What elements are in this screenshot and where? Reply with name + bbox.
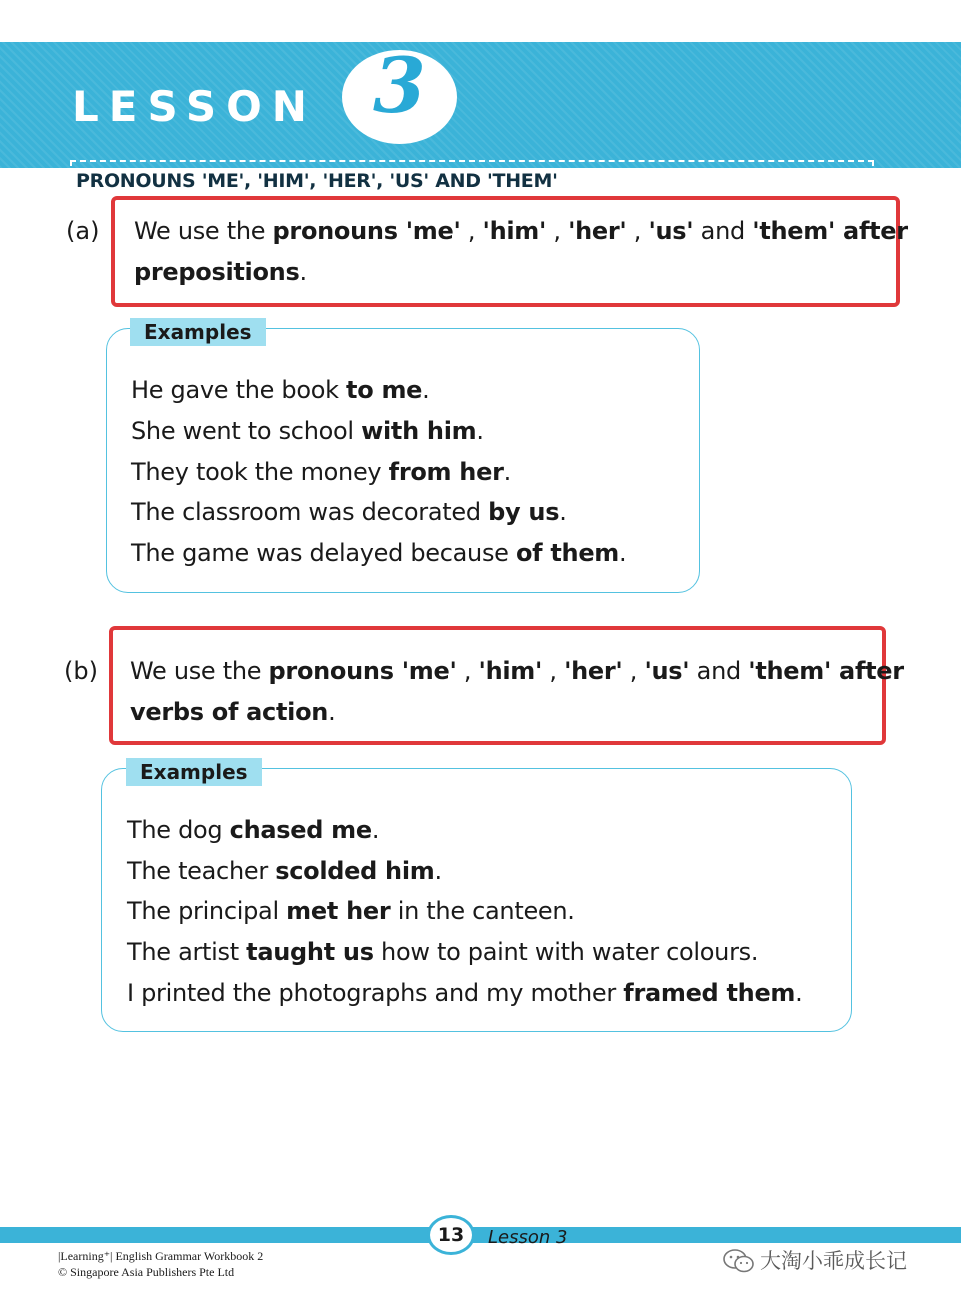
text-run: . [328, 698, 336, 726]
bold-phrase: taught us [246, 938, 374, 966]
text-run: , [542, 657, 565, 685]
text-run: in the canteen. [390, 897, 575, 925]
text-run: . [422, 376, 430, 404]
example-b-line [127, 857, 442, 885]
examples-b-tab: Examples [126, 758, 262, 786]
text-run: , [460, 217, 483, 245]
text-run: . [559, 498, 567, 526]
lesson-header-band [0, 41, 961, 192]
bold-phrase: with him [361, 417, 477, 445]
bold-phrase: 'him' [482, 217, 547, 245]
example-b-line [127, 816, 379, 844]
rule-b-line-1 [130, 651, 904, 692]
bold-phrase: by us [488, 498, 560, 526]
text-run: , [626, 217, 649, 245]
publisher-line-1: |Learning⁺| English Grammar Workbook 2 [58, 1249, 264, 1263]
text-run: . [476, 417, 484, 445]
rule-b-line-2 [130, 692, 335, 733]
bold-phrase: met her [286, 897, 391, 925]
text-run: I printed the photographs and my mother [127, 979, 624, 1007]
bold-phrase: framed them [623, 979, 796, 1007]
example-b-line [127, 938, 758, 966]
example-a-line [131, 539, 626, 567]
text-run: . [503, 458, 511, 486]
bold-phrase: 'them' after [752, 217, 908, 245]
text-run: They took the money [131, 458, 389, 486]
examples-a-tab: Examples [130, 318, 266, 346]
text-run: . [299, 258, 307, 286]
bold-phrase: from her [388, 458, 504, 486]
lesson-number: 3 [373, 41, 426, 130]
example-a-line [131, 376, 429, 404]
text-run: . [434, 857, 442, 885]
example-a-line [131, 498, 567, 526]
bold-phrase: pronouns 'me' [268, 657, 457, 685]
text-run: , [546, 217, 569, 245]
bold-phrase: 'her' [568, 217, 627, 245]
text-run: The game was delayed because [131, 539, 516, 567]
bold-phrase: 'us' [644, 657, 690, 685]
publisher-line-2: © Singapore Asia Publishers Pte Ltd [58, 1265, 235, 1279]
bold-phrase: verbs of action [130, 698, 329, 726]
lesson-word: LESSON [72, 82, 317, 131]
rule-a-line-1 [134, 211, 908, 252]
text-run: and [689, 657, 749, 685]
page-number: 13 [437, 1224, 465, 1246]
bold-phrase: to me [346, 376, 423, 404]
text-run: . [795, 979, 803, 1007]
example-a-line [131, 458, 511, 486]
text-run: We use the [134, 217, 273, 245]
text-run: . [619, 539, 627, 567]
rule-b-label: (b) [64, 657, 98, 685]
watermark-text: 大淘小乖成长记 [760, 1249, 907, 1273]
text-run: The principal [127, 897, 287, 925]
text-run: The dog [127, 816, 230, 844]
footer-band [0, 1227, 961, 1243]
bold-phrase: 'him' [478, 657, 543, 685]
text-run: He gave the book [131, 376, 347, 404]
bold-phrase: chased me [229, 816, 372, 844]
rule-a-line-2 [134, 252, 307, 293]
lesson-subtitle: PRONOUNS 'ME', 'HIM', 'HER', 'US' AND 'THEM' [76, 170, 558, 192]
text-run: . [371, 816, 380, 844]
wechat-icon [722, 1247, 756, 1275]
text-run: how to paint with water colours. [373, 938, 759, 966]
example-b-line [127, 897, 575, 925]
bold-phrase: of them [515, 539, 619, 567]
text-run: and [693, 217, 753, 245]
bold-phrase: scolded him [275, 857, 435, 885]
bold-phrase: 'us' [648, 217, 694, 245]
bold-phrase: 'them' after [748, 657, 904, 685]
rule-a-label: (a) [66, 217, 100, 245]
footer-lesson-label: Lesson 3 [488, 1227, 568, 1248]
text-run: The artist [127, 938, 247, 966]
text-run: The classroom was decorated [131, 498, 489, 526]
bold-phrase: 'her' [564, 657, 623, 685]
text-run: , [456, 657, 479, 685]
bold-phrase: pronouns 'me' [272, 217, 461, 245]
example-a-line [131, 417, 484, 445]
text-run: We use the [130, 657, 269, 685]
example-b-line [127, 979, 802, 1007]
text-run: The teacher [127, 857, 276, 885]
text-run: She went to school [131, 417, 362, 445]
text-run: , [622, 657, 645, 685]
bold-phrase: prepositions [134, 258, 300, 286]
